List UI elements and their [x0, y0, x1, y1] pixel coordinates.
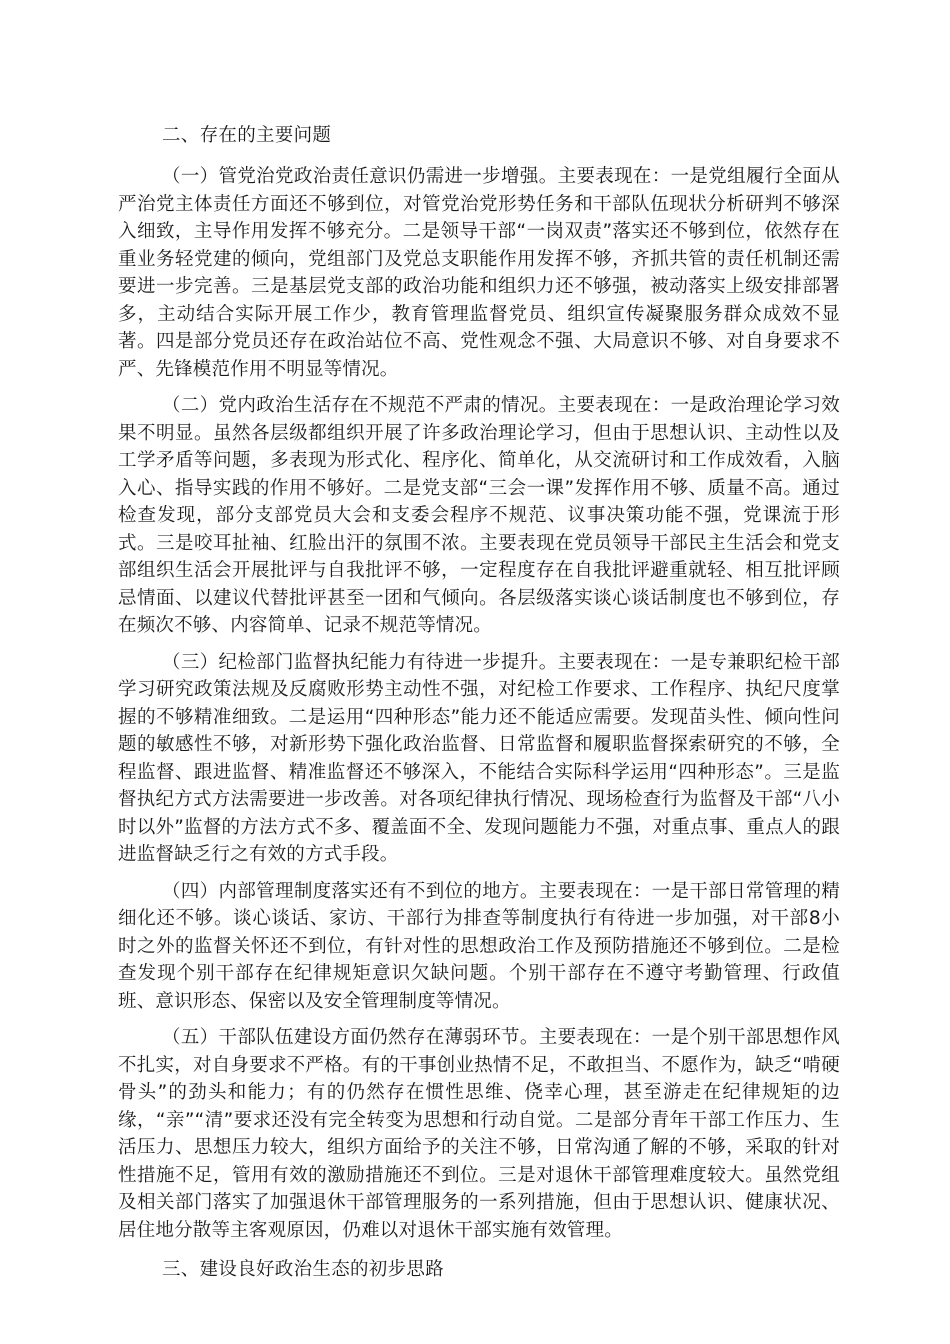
section-three-heading: 三、建设良好政治生态的初步思路 — [162, 1259, 445, 1280]
paragraph-3: （三）纪检部门监督执纪能力有待进一步提升。主要表现在：一是专兼职纪检干部学习研究政策法规及反腐败形势主动性不强，对纪检工作要求、工作程序、执纪尺度掌握的不够精准细致。二是运用“四种形态”能力还不能适应需要。发现苗头性、倾向性问题的敏感性不够，对新形势下强化政治监督、日常监督和履职监督探索研究的不够，全程监督、跟进监督、精准监督还不够深入，不能结合实际科学运用“四种形态”。三是监督执纪方式方法需要进一步改善。对各项纪律执行情况、现场检查行为监督及干部“八小时以外”监督的方法方式不多、覆盖面不全、发现问题能力不强，对重点事、重点人的跟进监督缺乏行之有效的方式手段。 — [118, 651, 840, 865]
paragraph-2: （二）党内政治生活存在不规范不严肃的情况。主要表现在：一是政治理论学习效果不明显。虽然各层级都组织开展了许多政治理论学习，但由于思想认识、主动性以及工学矛盾等问题，多表现为形式化、程序化、简单化，从交流研讨和工作成效看，入脑入心、指导实践的作用不够好。二是党支部“三会一课”发挥作用不够、质量不高。通过检查发现，部分支部党员大会和支委会程序不规范、议事决策功能不强，党课流于形式。三是咬耳扯袖、红脸出汗的氛围不浓。主要表现在党员领导干部民主生活会和党支部组织生活会开展批评与自我批评不够，一定程度存在自我批评避重就轻、相互批评顾忌情面、以建议代替批评甚至一团和气倾向。各层级落实谈心谈话制度也不够到位，存在频次不够、内容简单、记录不规范等情况。 — [118, 395, 840, 636]
document-body — [118, 119, 840, 1287]
section-two-heading: 二、存在的主要问题 — [162, 125, 332, 146]
paragraph-5: （五）干部队伍建设方面仍然存在薄弱环节。主要表现在：一是个别干部思想作风不扎实，对自身要求不严格。有的干事创业热情不足，不敢担当、不愿作为，缺乏“啃硬骨头”的劲头和能力；有的仍然存在惯性思维、侥幸心理，甚至游走在纪律规矩的边缘，“亲”“清”要求还没有完全转变为思想和行动自觉。二是部分青年干部工作压力、生活压力、思想压力较大，组织方面给予的关注不够，日常沟通了解的不够，采取的针对性措施不足，管用有效的激励措施还不到位。三是对退休干部管理难度较大。虽然党组及相关部门落实了加强退休干部管理服务的一系列措施，但由于思想认识、健康状况、居住地分散等主客观原因，仍难以对退休干部实施有效管理。 — [118, 1027, 840, 1241]
paragraph-4: （四）内部管理制度落实还有不到位的地方。主要表现在：一是干部日常管理的精细化还不够。谈心谈话、家访、干部行为排查等制度执行有待进一步加强，对干部8小时之外的监督关怀还不到位，有针对性的思想政治工作及预防措施还不够到位。二是检查发现个别干部存在纪律规矩意识欠缺问题。个别干部存在不遵守考勤管理、行政值班、意识形态、保密以及安全管理制度等情况。 — [118, 880, 840, 1012]
paragraph-1: （一）管党治党政治责任意识仍需进一步增强。主要表现在：一是党组履行全面从严治党主体责任方面还不够到位，对管党治党形势任务和干部队伍现状分析研判不够深入细致，主导作用发挥不够充分。二是领导干部“一岗双责”落实还不够到位，依然存在重业务轻党建的倾向，党组部门及党总支职能作用发挥不够，齐抓共管的责任机制还需要进一步完善。三是基层党支部的政治功能和组织力还不够强，被动落实上级安排部署多，主动结合实际开展工作少，教育管理监督党员、组织宣传凝聚服务群众成效不显著。四是部分党员还存在政治站位不高、党性观念不强、大局意识不够、对自身要求不严、先锋模范作用不明显等情况。 — [118, 166, 840, 380]
